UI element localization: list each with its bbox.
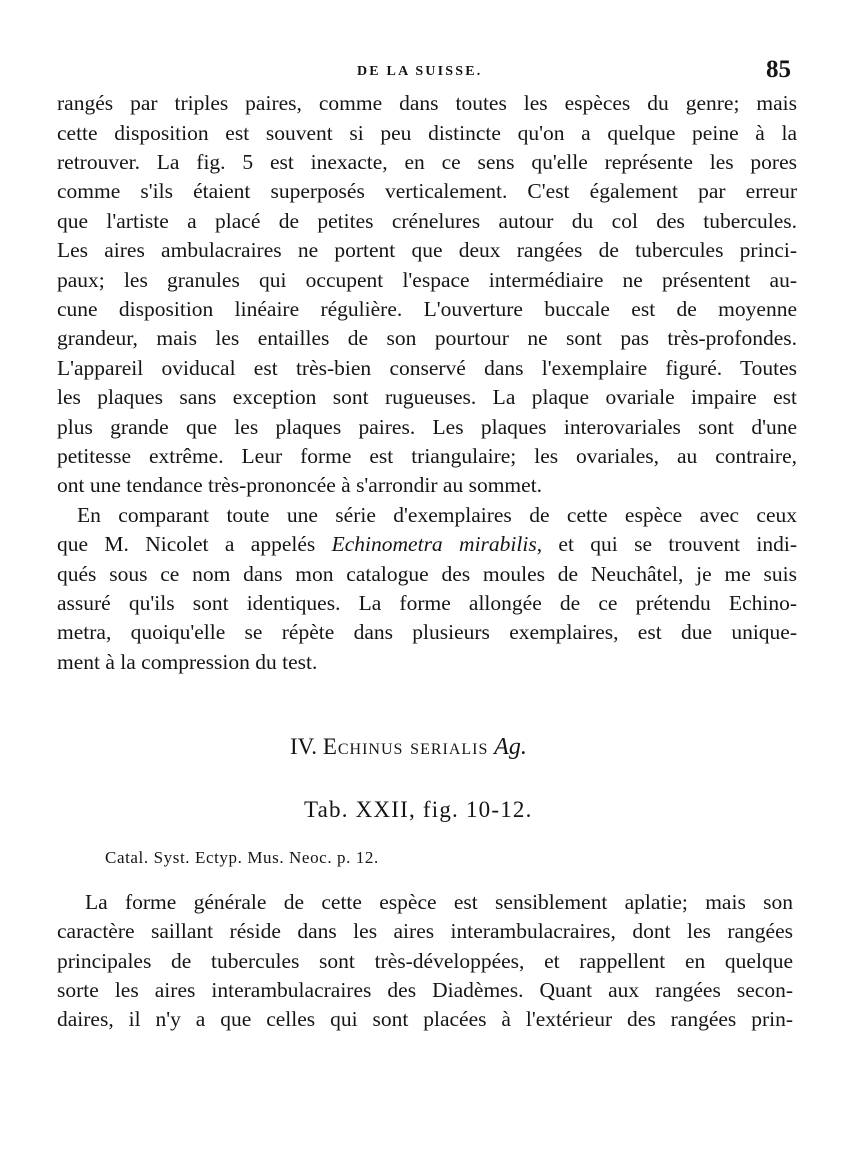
text-line: Les aires ambulacraires ne portent que deux rangées de tubercules princi-: [57, 238, 797, 262]
text-line: ont une tendance très-prononcée à s'arrondir au sommet.: [57, 473, 543, 497]
text-line: En comparant toute une série d'exemplaires de cette espèce avec ceux: [77, 503, 797, 527]
text-line: assuré qu'ils sont identiques. La forme allongée de ce prétendu Echino-: [57, 591, 797, 615]
section-species-name: Echinus serialis: [322, 734, 489, 759]
section-author: Ag.: [494, 734, 527, 760]
page-number: 85: [766, 56, 791, 83]
text-line: comme s'ils étaient superposés verticalement. C'est également par erreur: [57, 179, 797, 203]
text-line: rangés par triples paires, comme dans toutes les espèces du genre; mais: [57, 91, 797, 115]
text-segment: , et qui se trouvent indi-: [536, 532, 798, 556]
text-line: daires, il n'y a que celles qui sont placées à l'extérieur des rangées prin-: [57, 1007, 793, 1031]
catalog-reference: Catal. Syst. Ectyp. Mus. Neoc. p. 12.: [105, 848, 379, 867]
text-line: [57, 531, 797, 557]
text-line: paux; les granules qui occupent l'espace intermédiaire ne présentent au-: [57, 268, 797, 292]
text-line: plus grande que les plaques paires. Les plaques interovariales sont d'une: [57, 415, 797, 439]
text-line: petitesse extrême. Leur forme est triangulaire; les ovariales, au contraire,: [57, 444, 797, 468]
text-line: L'appareil oviducal est très-bien conservé dans l'exemplaire figuré. Toutes: [57, 356, 797, 380]
text-line: cune disposition linéaire régulière. L'ouverture buccale est de moyenne: [57, 297, 797, 321]
text-line: ment à la compression du test.: [57, 650, 318, 674]
text-line: metra, quoiqu'elle se répète dans plusieurs exemplaires, est due unique-: [57, 620, 797, 644]
section-heading: [290, 734, 527, 761]
section-number: IV.: [290, 734, 318, 759]
text-segment: que M. Nicolet a appelés: [57, 532, 332, 556]
text-line: qués sous ce nom dans mon catalogue des moules de Neuchâtel, je me suis: [57, 562, 797, 586]
text-line: retrouver. La fig. 5 est inexacte, en ce sens qu'elle représente les pores: [57, 150, 797, 174]
text-line: sorte les aires interambulacraires des Diadèmes. Quant aux rangées secon-: [57, 978, 793, 1002]
text-line: principales de tubercules sont très-développées, et rappellent en quelque: [57, 949, 793, 973]
plate-reference: Tab. XXII, fig. 10-12.: [304, 797, 533, 822]
text-line: que l'artiste a placé de petites crénelures autour du col des tubercules.: [57, 209, 797, 233]
text-line: grandeur, mais les entailles de son pourtour ne sont pas très-profondes.: [57, 326, 797, 350]
running-head: DE LA SUISSE.: [357, 64, 483, 79]
text-line: les plaques sans exception sont rugueuses. La plaque ovariale impaire est: [57, 385, 797, 409]
text-line: La forme générale de cette espèce est sensiblement aplatie; mais son: [85, 890, 793, 914]
text-line: cette disposition est souvent si peu distincte qu'on a quelque peine à la: [57, 121, 797, 145]
text-line: caractère saillant réside dans les aires interambulacraires, dont les rangées: [57, 919, 793, 943]
species-name: Echinometra mirabilis: [331, 532, 537, 556]
